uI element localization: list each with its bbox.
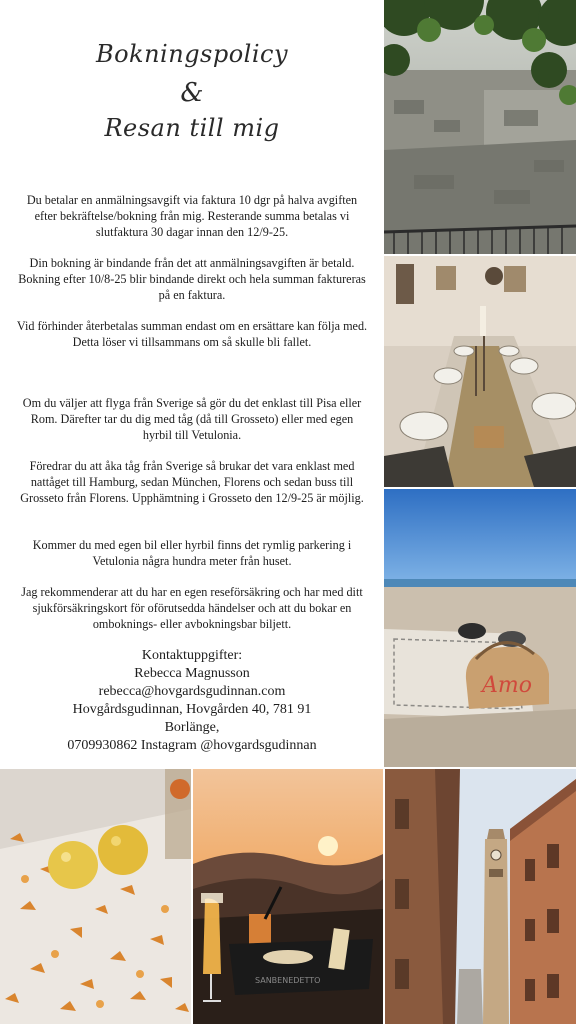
payment-paragraph: Du betalar en anmälningsavgift via faktura 10 dgr på halva avgiften efter bekräftelse/bokning från mig. Resterande summa betalas vi slutfaktura 30 dagar innan den 12/9-25. <box>26 193 358 239</box>
photo-stone-wall <box>384 0 576 254</box>
refund-paragraph: Vid förhinder återbetalas summan endast om en ersättare kan följa med. Detta löser vi tillsammans om så skulle bli fallet. <box>16 319 368 349</box>
photo-lemons-petals <box>0 769 191 1024</box>
contact-phone-instagram: 0709930862 Instagram @hovgardsgudinnan <box>67 738 317 753</box>
title-resan-till-mig: Resan till mig <box>104 114 280 142</box>
train-paragraph: Föredrar du att åka tåg från Sverige så brukar det vara enklast med nattåget till Hamburg, sedan München, Florens och sedan buss till Grosseto från Florens. Upphämtning i Grosseto den 12/9-25 är möjlig. <box>20 459 364 505</box>
flight-paragraph: Om du väljer att flyga från Sverige så gör du det enklast till Pisa eller Rom. Därefter tar du dig med tåg (då till Grosseto) eller med egen hyrbil till Vetulonia. <box>22 396 362 442</box>
title-bokningspolicy: Bokningspolicy <box>95 40 289 68</box>
parking-paragraph: Kommer du med egen bil eller hyrbil finns det rymlig parkering i Vetulonia några hundra meter från huset. <box>32 538 352 568</box>
contact-name: Rebecca Magnusson <box>134 666 250 681</box>
title-ampersand: & <box>180 78 204 108</box>
photo-italian-street <box>385 769 576 1024</box>
photo-beach-bag <box>384 489 576 767</box>
contact-address: Hovgårdsgudinnan, Hovgården 40, 781 91 <box>72 702 312 717</box>
bowl-brand-text: SANBENEDETTO <box>255 976 321 985</box>
contact-info <box>16 647 368 755</box>
photo-sunset-drinks <box>193 769 383 1024</box>
contact-city: Borlänge, <box>164 720 220 735</box>
bag-print-text: Amo <box>482 673 532 698</box>
insurance-paragraph: Jag rekommenderar att du har en egen reseförsäkring och har med ditt sjukförsäkringskort för oförutsedda händelser och att du bokar en omboknings- eller avbokningsbar biljett. <box>21 585 363 631</box>
photo-dinner-table <box>384 256 576 487</box>
contact-heading: Kontaktuppgifter: <box>141 648 243 663</box>
contact-email[interactable]: rebecca@hovgardsgudinnan.com <box>98 684 286 699</box>
binding-paragraph: Din bokning är bindande från det att anmälningsavgiften är betald. Bokning efter 10/8-25 blir bindande direkt och hela summan faktureras på en faktura. <box>18 256 366 302</box>
